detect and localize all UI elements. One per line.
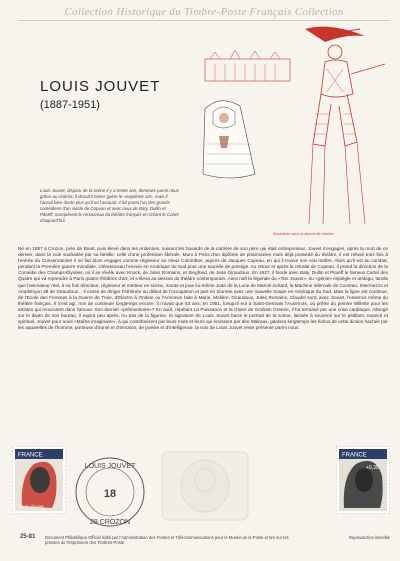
stamp-country: FRANCE — [18, 452, 43, 459]
document-number: 25-81 — [20, 534, 36, 540]
postmark-cancellation — [70, 452, 150, 532]
postmark-ring-text: LOUIS JOUVET — [84, 463, 136, 470]
stamp-value: +0,35 — [366, 465, 379, 471]
postmark-date: 18 — [103, 488, 117, 500]
postage-stamp-left — [12, 446, 66, 514]
biography-text: Né en 1887 à Crozon, près de Brest, puis élevé dans les Ardennes, suivant les hasards de la carrière de son père qui était entrepreneur, Jouvet s'engages, après la mort de ce dernier, dans la voie souhaitée par sa famille: celle d'une profession libérale. Muni à Paris d'un diplôme de pharmacien mais déjà possédé du théâtre, il est refusé trois fois à l'entrée du Conservatoire! Il se fait alors engager comme régisseur au Vieux Colombier, auprès de Jacques Copeau, en qui il trouve son vrai maître. Alors qu'il est au combat, pendant la Première guerre mondiale, Clémenceau l'envoie en Amérique du Sud pour une tournée de prestige. Au retour et après la retraite de Copeau, il prend la direction de la Comédie des Champs-Élysées, où il se révèle avec Knock, de Jules Romains, et Siegfried, de Jean Giraudoux. En 1927, il fonde avec Baty, Dullin et Pitoëff le fameux Cartel des Quatre qui va reprendre à Paris quatre théâtres d'art, et s'éleva au-dessus du théâtre contemporain. Ainsi naît la légende du «Ton Jouvet», du «génie» espiègle et ambigu, tandis que l'animateur réel, à sa fois directeur, régisseur et metteur en scène, monte et joue lui-même Jean de la Lune de Marcel Achard, la Machine infernale de Cocteau, Intermezzo et Amphitryon 38 de Giraudoux... Il cesse de diriger l'Athénée au début de l'occupation et part en tournée avec une nouvelle troupe en Amérique du Sud. Mais la ligne est continue, de l'Ecole des Femmes à la Guerre de Troie, d'Electre à Ondine ou l'Annonce faite à Marie, Molière, Giraudoux, Jules Romains, Claudel sont, avec Jouvet, l'essence même du théâtre français. Il s'est agi, non de continuer longtemps encore: il n'avait que 63 ans, en 1951, lorsqu'il eut à Saint-Germain l'Auxerrois, où prêtre du peintre Willette pour les artistes qui moururent dans l'amour. Son dernier «prémonitoire»? En août, répétant La Puissance et la Gloire de Graham Greene, il fut terrassé par une crise cardiaque. Allongé sur le divan de son bureau, il expira peu après. Au bas de la figurine, la signature de Louis Jouvet barre le portrait de la scène, laissée à souvenir sur le pétillant, nuancé et spirituel. Jouvet pour nous «Maître imaginaire», à qui contribuèrent par leurs mots et leurs qui émissent par dire Malraux, gardera longtemps les échos de cette diction hachée par les aquarelles de l'homme, porteuse d'ironie et d'émotion, de poésie et d'intelligence: la voix de Louis Jouvet reste présente parmi nous. — [18, 246, 388, 331]
postmark-place: 29 CROZON — [89, 519, 131, 526]
header-rule — [18, 20, 390, 21]
postage-stamp-right — [336, 446, 390, 514]
illustration-caption: Louis Jouvet, disparu de la scène il y a trente ans, demeure parmi nous grâce au cinéma; il dosait n'aimer guère le «septième art», mais il l'aurait bien doute plus qu'il ne l'avouait. Il fut parmi l'un des grands comédiens d'un siècle de Copeau et avec ceux de Baty, Dullin et Pitoëff, marquèrent le renouveau du théâtre français en créant le Cartel d'aujourd'hui. — [40, 188, 179, 223]
page-title: LOUIS JOUVET — [40, 78, 161, 95]
footer-rights: Reproduction interdite — [349, 535, 390, 540]
footer-text: Document Philatélique Officiel édité par l'Administration des Postes et Télécommunications pour le Musée de la Poste et tiré sur les presses de l'Imprimerie des Timbres-Poste. — [45, 535, 289, 546]
embossed-medallion — [160, 450, 250, 522]
engraving-illustration — [185, 24, 395, 234]
life-dates: (1887-1951) — [40, 99, 100, 111]
series-title: Collection Historique du Timbre-Poste Français Collection — [64, 6, 344, 18]
illustration-credit: Illustration sous la dorme de l'artiste — [273, 232, 334, 236]
stamp-right-country: FRANCE — [342, 452, 367, 459]
stamp-signature: Louis Jouvet — [18, 505, 44, 510]
